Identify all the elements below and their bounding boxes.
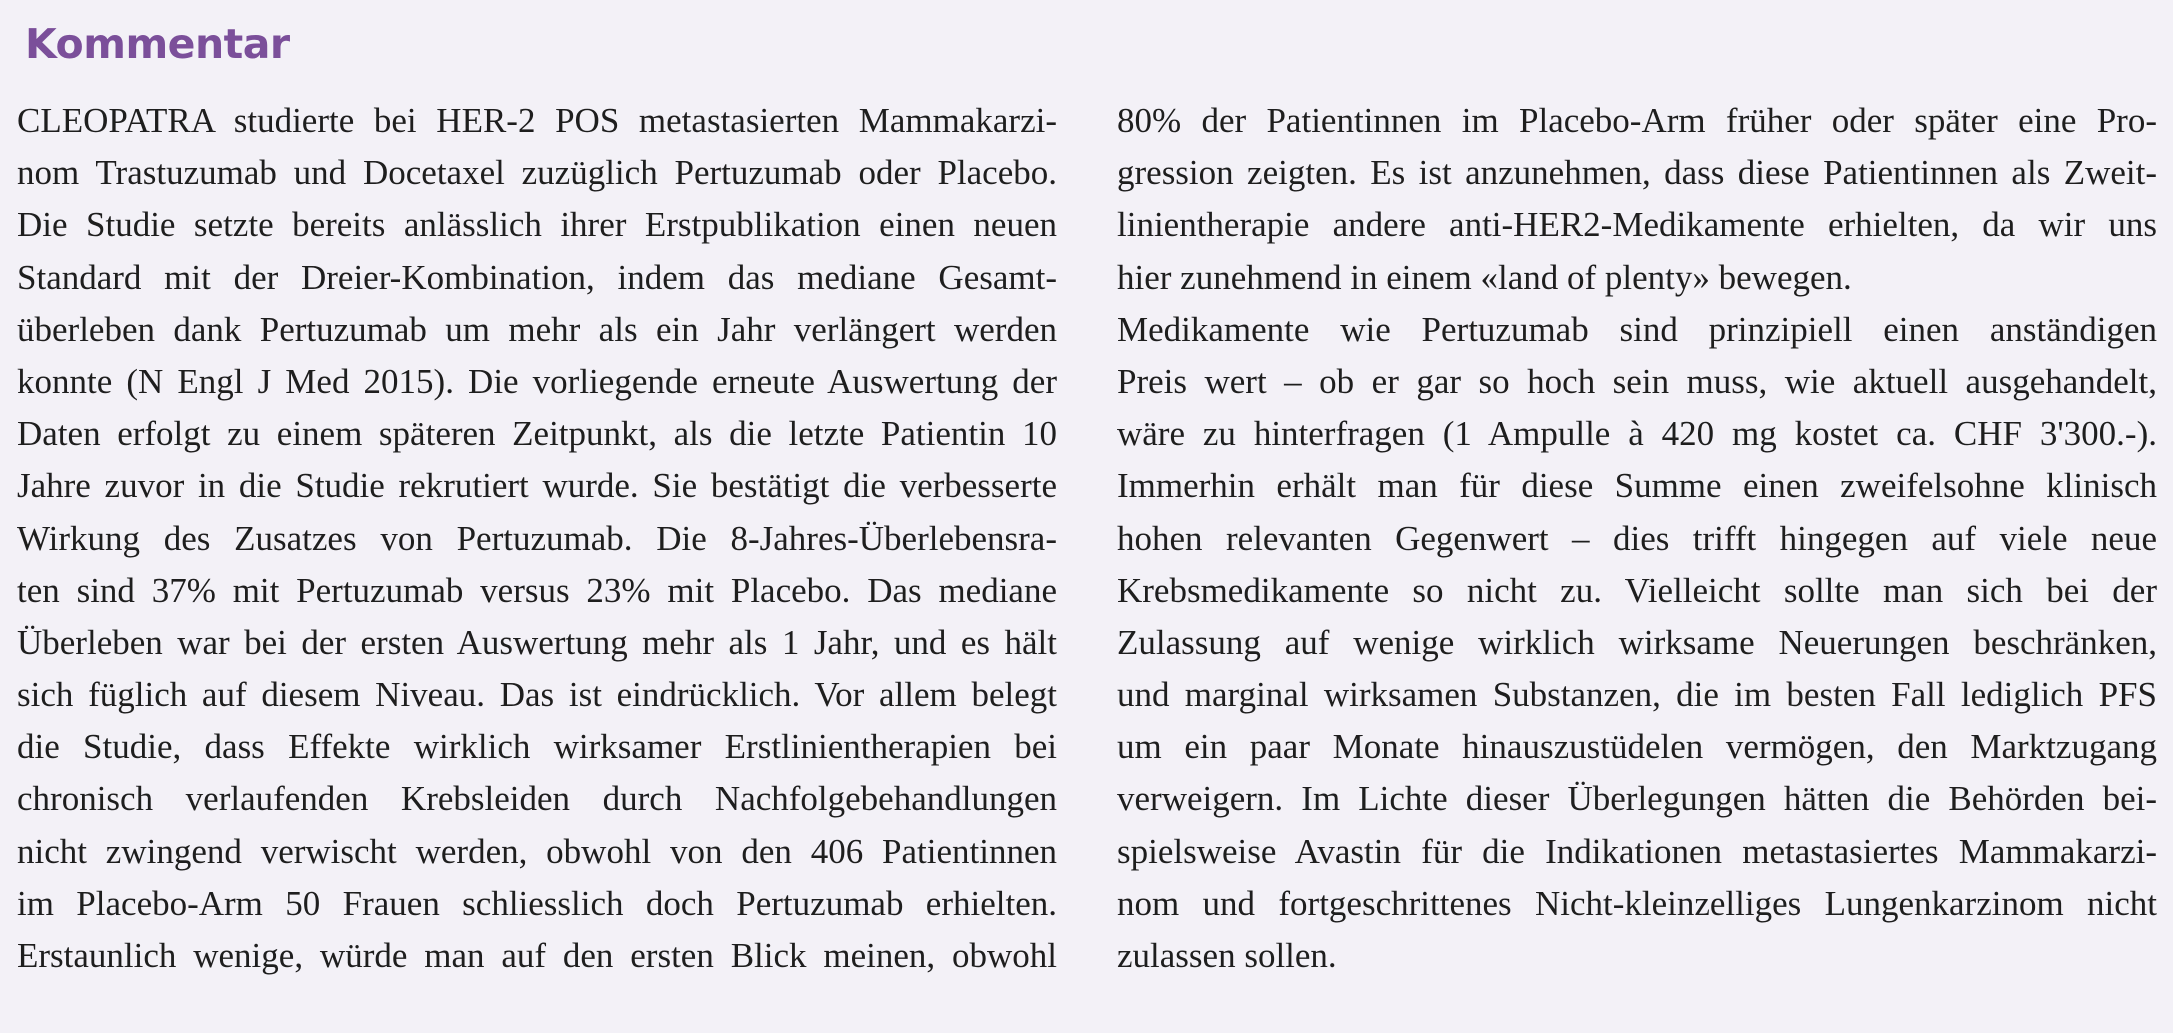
text-line: und marginal wirksamen Substanzen, die im besten Fall lediglich PFS <box>1117 675 2157 715</box>
text-line: spielsweise Avastin für die Indikationen metastasiertes Mammakarzi- <box>1117 831 2157 871</box>
text-line: verweigern. Im Lichte dieser Überlegungen hätten die Behörden bei- <box>1117 779 2157 819</box>
text-line: chronisch verlaufenden Krebsleiden durch Nachfolgebehandlungen <box>17 779 1057 819</box>
text-line: Medikamente wie Pertuzumab sind prinzipiell einen anständigen <box>1117 309 2157 349</box>
text-line: ten sind 37% mit Pertuzumab versus 23% mit Placebo. Das mediane <box>17 570 1057 610</box>
text-line: im Placebo-Arm 50 Frauen schliesslich doch Pertuzumab erhielten. <box>17 883 1057 923</box>
text-line: gression zeigten. Es ist anzunehmen, dass diese Patientinnen als Zweit- <box>1117 153 2157 193</box>
text-line: zulassen sollen. <box>1117 936 1337 975</box>
text-line: hohen relevanten Gegenwert – dies trifft hingegen auf viele neue <box>1117 518 2157 558</box>
text-line: wäre zu hinterfragen (1 Ampulle à 420 mg kostet ca. CHF 3'300.-). <box>1117 414 2157 454</box>
text-line: Überleben war bei der ersten Auswertung mehr als 1 Jahr, und es hält <box>17 622 1057 662</box>
section-heading: Kommentar <box>25 20 290 68</box>
text-line: CLEOPATRA studierte bei HER-2 POS metastasierten Mammakarzi- <box>17 101 1057 140</box>
text-line: nom und fortgeschrittenes Nicht-kleinzelliges Lungenkarzinom nicht <box>1117 883 2157 923</box>
text-line: nicht zwingend verwischt werden, obwohl von den 406 Patientinnen <box>17 831 1057 871</box>
text-line: Krebsmedikamente so nicht zu. Vielleicht sollte man sich bei der <box>1117 570 2157 610</box>
text-line: Zulassung auf wenige wirklich wirksame Neuerungen beschränken, <box>1117 622 2157 662</box>
text-line: Erstaunlich wenige, würde man auf den ersten Blick meinen, obwohl <box>17 936 1057 975</box>
text-line: Wirkung des Zusatzes von Pertuzumab. Die 8-Jahres-Überlebensra- <box>17 518 1057 558</box>
text-line: 80% der Patientinnen im Placebo-Arm früher oder später eine Pro- <box>1117 101 2157 140</box>
text-line: Daten erfolgt zu einem späteren Zeitpunkt, als die letzte Patientin 10 <box>17 414 1057 454</box>
text-line: die Studie, dass Effekte wirklich wirksamer Erstlinientherapien bei <box>17 727 1057 767</box>
text-line: sich füglich auf diesem Niveau. Das ist eindrücklich. Vor allem belegt <box>17 675 1057 715</box>
text-line: linientherapie andere anti-HER2-Medikamente erhielten, da wir uns <box>1117 205 2157 245</box>
text-line: Preis wert – ob er gar so hoch sein muss, wie aktuell ausgehandelt, <box>1117 361 2157 401</box>
text-line: konnte (N Engl J Med 2015). Die vorliegende erneute Auswertung der <box>17 361 1057 401</box>
text-line: nom Trastuzumab und Docetaxel zuzüglich Pertuzumab oder Placebo. <box>17 153 1057 193</box>
text-line: überleben dank Pertuzumab um mehr als ein Jahr verlängert werden <box>17 309 1057 349</box>
text-column-left <box>17 95 1057 1025</box>
text-line: Die Studie setzte bereits anlässlich ihrer Erstpublikation einen neuen <box>17 205 1057 245</box>
text-line: Jahre zuvor in die Studie rekrutiert wurde. Sie bestätigt die verbesserte <box>17 466 1057 506</box>
text-line: um ein paar Monate hinauszustüdelen vermögen, den Marktzugang <box>1117 727 2157 767</box>
text-column-right <box>1117 95 2157 1025</box>
text-line: Immerhin erhält man für diese Summe einen zweifelsohne klinisch <box>1117 466 2157 506</box>
text-line: Standard mit der Dreier-Kombination, indem das mediane Gesamt- <box>17 257 1057 297</box>
text-line: hier zunehmend in einem «land of plenty» bewegen. <box>1117 257 1852 297</box>
